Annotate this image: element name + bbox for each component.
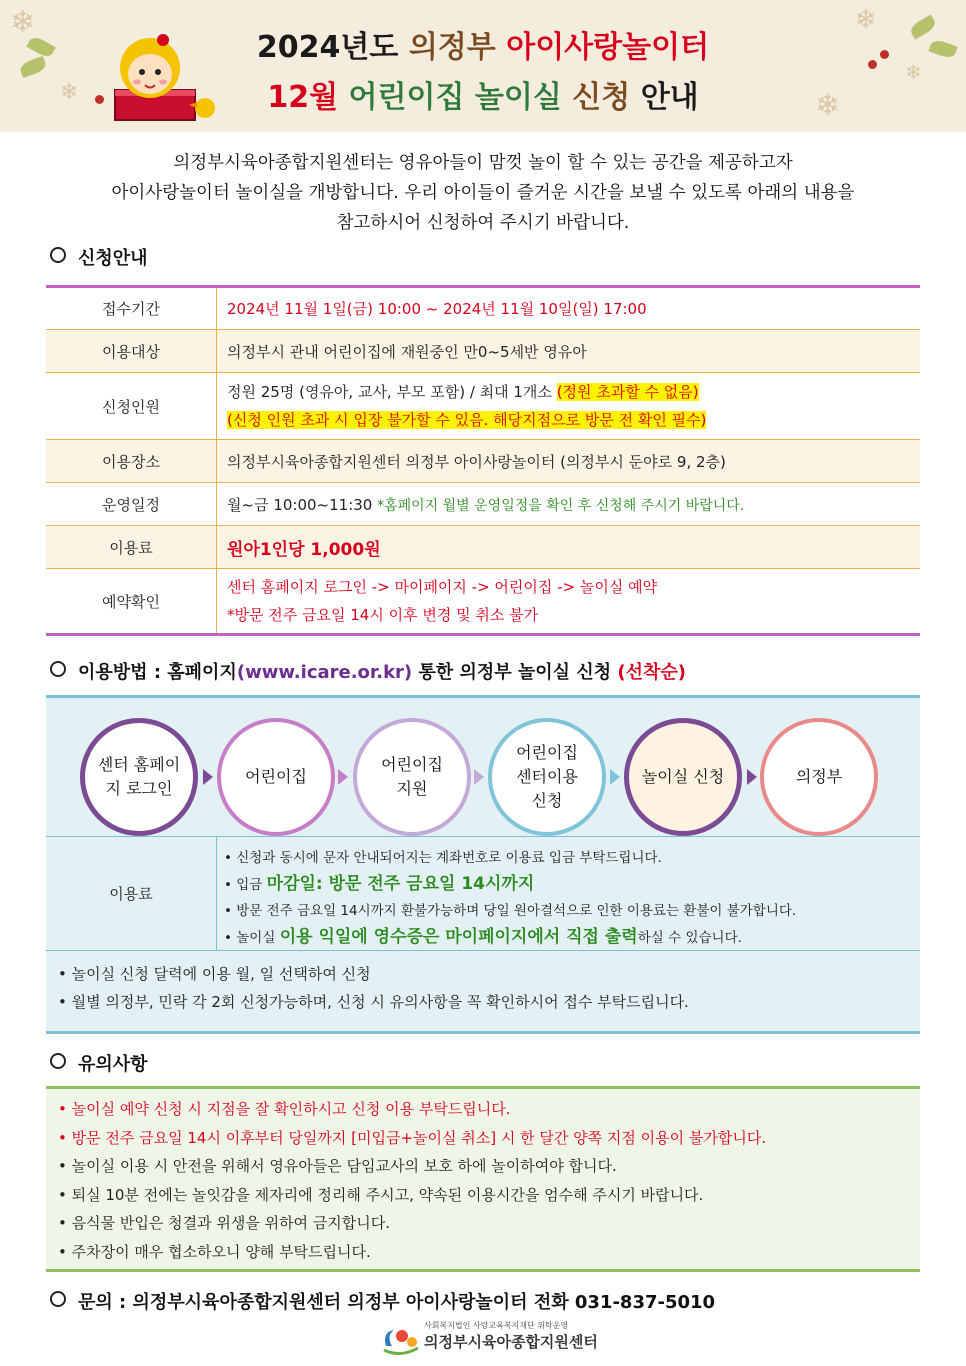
list-item: • 퇴실 10분 전에는 놀잇감을 제자리에 정리해 주시고, 약속된 이용시간을 엄수해 주시기 바랍니다. bbox=[58, 1185, 704, 1204]
page-title-line1 bbox=[0, 22, 966, 66]
list-item: • 방문 전주 금요일 14시 이후부터 당일까지 [미입금+놀이실 취소] 시 한 달간 양쪽 지점 이용이 불가합니다. bbox=[58, 1128, 767, 1147]
intro-line: 의정부시육아종합지원센터는 영유아들이 맘껏 놀이 할 수 있는 공간을 제공하고자 bbox=[173, 153, 793, 173]
list-item: • 놀이실 신청 달력에 이용 월, 일 선택하여 신청 bbox=[58, 965, 371, 983]
schedule-note: *홈페이지 월별 운영일정을 확인 후 신청해 주시기 바랍니다. bbox=[377, 497, 745, 514]
list-item: • 놀이실 예약 신청 시 지점을 잘 확인하시고 신청 이용 부탁드립니다. bbox=[58, 1100, 511, 1118]
section-heading-notes: 유의사항 bbox=[50, 1050, 148, 1076]
list-item: • 놀이실 이용 시 안전을 위해서 영유아들은 담임교사의 보호 하에 놀이하여야 합니다. bbox=[58, 1157, 617, 1176]
place-value: 의정부시육아종합지원센터 의정부 아이사랑놀이터 (의정부시 둔야로 9, 2층) bbox=[217, 440, 921, 483]
list-item: • 음식물 반입은 청결과 위생을 위하여 금지합니다. bbox=[58, 1214, 391, 1233]
flow-step-center-use: 어린이집 센터이용 신청 bbox=[488, 718, 606, 836]
circle-bullet-icon bbox=[50, 1053, 66, 1069]
fee-guide-label: 이용료 bbox=[46, 837, 217, 950]
table-row bbox=[46, 483, 920, 526]
logo-name: 의정부시육아종합지원센터 bbox=[424, 1333, 598, 1351]
intro-text bbox=[0, 148, 966, 238]
people-note1: (정원 초과할 수 없음) bbox=[556, 383, 699, 401]
period-value: 2024년 11월 1일(금) 10:00 ~ 2024년 11월 10일(일) 17:00 bbox=[217, 287, 921, 330]
flow-step-daycare: 어린이집 bbox=[217, 718, 335, 836]
homepage-link[interactable]: (www.icare.or.kr) bbox=[236, 662, 413, 683]
title-guide: 안내 bbox=[640, 80, 699, 115]
arrow-right-icon bbox=[474, 769, 484, 785]
snowflake-icon: ❄ bbox=[60, 80, 79, 105]
flow-step-support: 어린이집 지원 bbox=[353, 718, 471, 836]
fee-guide-text: • 신청과 동시에 문자 안내되어지는 계좌번호로 이용료 입금 부탁드립니다. • 입금 마감일: 방문 전주 금요일 14시까지 • 방문 전주 금요일 14시까지 환불가능하며 당일 원아결석으로 인한 이용료는 환불이 불가합니다. • 놀이실 이용 익일에 영수증은 마이페이지에서 직접 출력하실 수 있습니다. bbox=[224, 850, 797, 947]
fee-label: 이용료 bbox=[46, 526, 217, 569]
table-row bbox=[46, 440, 920, 483]
title-month: 12월 bbox=[267, 80, 339, 115]
people-label: 신청인원 bbox=[46, 373, 217, 440]
arrow-right-icon bbox=[747, 769, 757, 785]
logo-subtitle: 사회복지법인 사랑교육복지재단 위탁운영 bbox=[424, 1321, 569, 1330]
title-place: 의정부 bbox=[408, 30, 496, 65]
confirm-value2: *방문 전주 금요일 14시 이후 변경 및 취소 불가 bbox=[227, 606, 539, 624]
title-year: 2024년도 bbox=[256, 30, 399, 65]
table-row bbox=[46, 287, 920, 330]
target-value: 의정부시 관내 어린이집에 재원중인 만0~5세반 영유아 bbox=[217, 330, 921, 373]
snowflake-icon: ❄ bbox=[815, 88, 841, 123]
center-logo bbox=[380, 1320, 600, 1360]
section-heading-apply: 신청안내 bbox=[50, 244, 148, 270]
flow-step-login: 센터 홈페이지 로그인 bbox=[80, 718, 198, 836]
page-title-line2 bbox=[0, 72, 966, 116]
snowflake-icon: ❄ bbox=[905, 60, 922, 84]
arrow-right-icon bbox=[610, 769, 620, 785]
table-row bbox=[46, 373, 920, 440]
snowflake-icon: ❄ bbox=[10, 5, 36, 40]
place-label: 이용장소 bbox=[46, 440, 217, 483]
snowflake-icon: ❄ bbox=[855, 5, 877, 35]
flow-step-playroom: 놀이실 신청 bbox=[624, 718, 742, 836]
circle-bullet-icon bbox=[50, 1291, 66, 1307]
section-heading-method: 이용방법 : 홈페이지(www.icare.or.kr) 통한 의정부 놀이실 신청 (선착순) bbox=[50, 658, 686, 684]
title-name: 아이사랑놀이터 bbox=[506, 30, 710, 65]
circle-bullet-icon bbox=[50, 247, 66, 263]
fee-value: 원아1인당 1,000원 bbox=[217, 526, 921, 569]
notes-box bbox=[46, 1086, 920, 1272]
table-row bbox=[46, 569, 920, 635]
center-logo-icon bbox=[380, 1322, 420, 1356]
intro-line: 아이사랑놀이터 놀이실을 개방합니다. 우리 아이들이 즐거운 시간을 보낼 수 있도록 아래의 내용을 bbox=[111, 183, 855, 203]
title-apply: 신청 bbox=[572, 80, 631, 115]
list-item: • 주차장이 매우 협소하오니 양해 부탁드립니다. bbox=[58, 1242, 371, 1261]
table-row bbox=[46, 526, 920, 569]
people-note2: (신청 인원 초과 시 입장 불가할 수 있음. 해당지점으로 방문 전 확인 필수) bbox=[227, 411, 707, 429]
table-row bbox=[46, 330, 920, 373]
title-room: 어린이집 놀이실 bbox=[348, 80, 562, 115]
flow-step-uijeongbu: 의정부 bbox=[760, 718, 878, 836]
people-value: 정원 25명 (영유아, 교사, 부모 포함) / 최대 1개소 bbox=[227, 383, 557, 401]
list-item: • 월별 의정부, 민락 각 2회 신청가능하며, 신청 시 유의사항을 꼭 확인하시어 접수 부탁드립니다. bbox=[58, 993, 689, 1011]
contact-info: 문의 : 의정부시육아종합지원센터 의정부 아이사랑놀이터 전화 031-837-5010 bbox=[50, 1288, 715, 1314]
schedule-value: 월~금 10:00~11:30 bbox=[227, 495, 378, 514]
arrow-right-icon bbox=[338, 769, 348, 785]
header-banner bbox=[0, 0, 966, 132]
circle-bullet-icon bbox=[50, 661, 66, 677]
schedule-label: 운영일정 bbox=[46, 483, 217, 526]
method-notes bbox=[58, 960, 689, 1016]
intro-line: 참고하시어 신청하여 주시기 바랍니다. bbox=[336, 213, 630, 233]
apply-info-table bbox=[46, 285, 920, 636]
target-label: 이용대상 bbox=[46, 330, 217, 373]
fee-guide-row bbox=[46, 836, 920, 951]
method-box bbox=[46, 695, 920, 1034]
arrow-right-icon bbox=[203, 769, 213, 785]
period-label: 접수기간 bbox=[46, 287, 217, 330]
confirm-value1: 센터 홈페이지 로그인 -> 마이페이지 -> 어린이집 -> 놀이실 예약 bbox=[227, 578, 658, 596]
confirm-label: 예약확인 bbox=[46, 569, 217, 635]
